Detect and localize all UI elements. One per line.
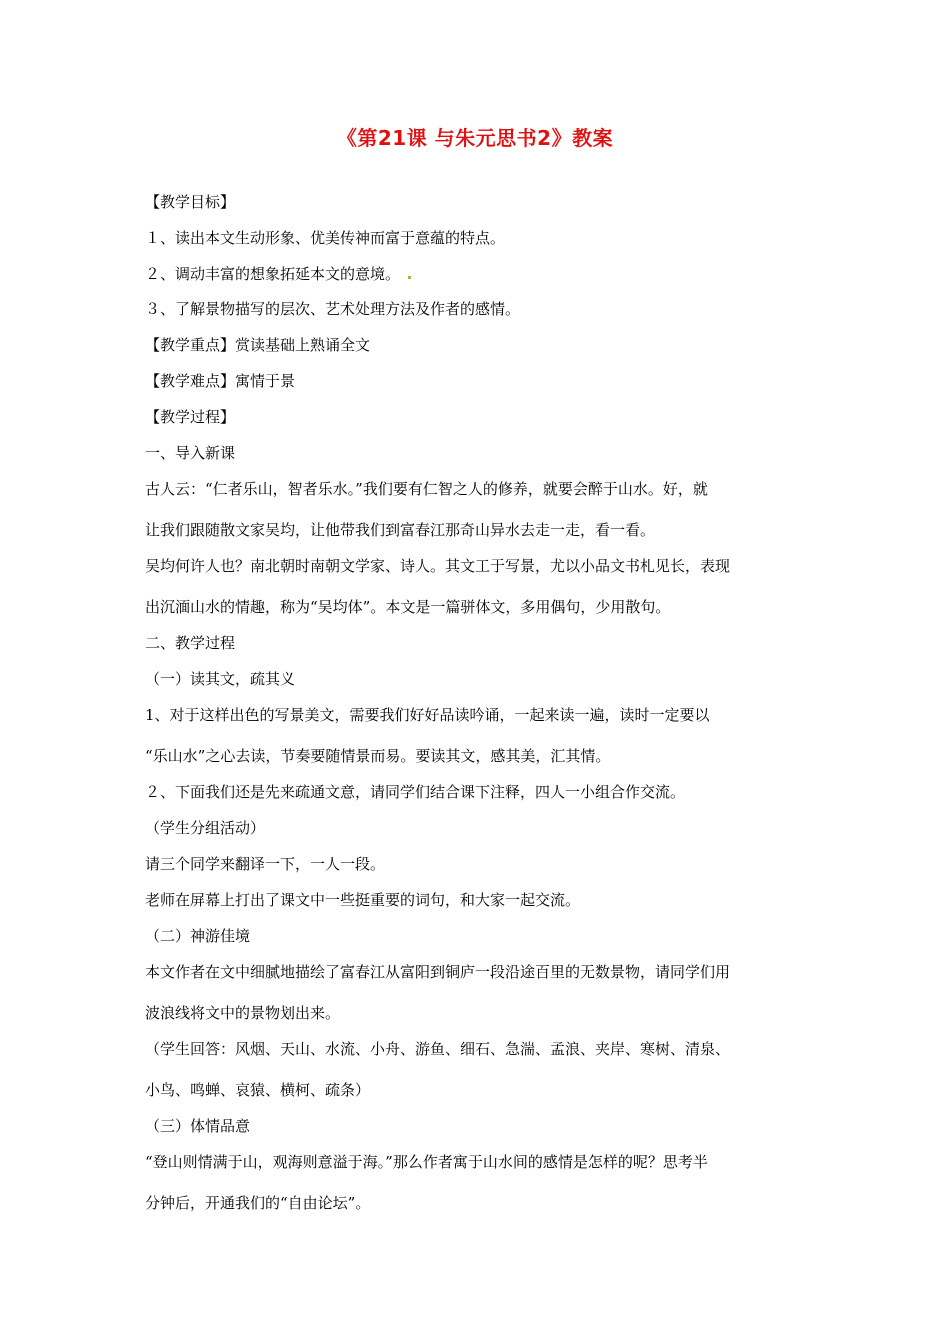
text-line: 小鸟、鸣蝉、哀猿、横柯、疏条） bbox=[145, 1081, 371, 1099]
text-line: 本文作者在文中细腻地描绘了富春江从富阳到铜庐一段沿途百里的无数景物，请同学们用 bbox=[145, 963, 731, 981]
text-line: 波浪线将文中的景物划出来。 bbox=[145, 1004, 341, 1022]
text-line: 古人云：“仁者乐山，智者乐水。”我们要有仁智之人的修养，就要会醉于山水。好，就 bbox=[145, 480, 708, 498]
section-heading-objectives: 【教学目标】 bbox=[145, 193, 236, 211]
text-line-content: ２、调动丰富的想象拓延本文的意境。 bbox=[145, 265, 401, 283]
text-line: “乐山水”之心去读，节奏要随情景而易。要读其文，感其美，汇其情。 bbox=[145, 747, 611, 765]
text-line: 老师在屏幕上打出了课文中一些挺重要的词句，和大家一起交流。 bbox=[145, 891, 581, 909]
mark-dot bbox=[408, 276, 411, 279]
text-line: 出沉湎山水的情趣，称为“吴均体”。本文是一篇骈体文，多用偶句，少用散句。 bbox=[145, 598, 671, 616]
section-heading-key-points: 【教学重点】赏读基础上熟诵全文 bbox=[145, 336, 371, 354]
page-title: 《第21课 与朱元思书2》教案 bbox=[336, 126, 614, 150]
text-line: 1、对于这样出色的写景美文，需要我们好好品读吟诵，一起来读一遍，读时一定要以 bbox=[145, 706, 710, 724]
subsection-heading: （三）体情品意 bbox=[145, 1117, 251, 1135]
text-line: 让我们跟随散文家吴均，让他带我们到富春江那奇山异水去走一走，看一看。 bbox=[145, 521, 656, 539]
text-line: ３、了解景物描写的层次、艺术处理方法及作者的感情。 bbox=[145, 300, 521, 318]
subsection-heading: （一）读其文，疏其义 bbox=[145, 670, 296, 688]
subsection-heading: （二）神游佳境 bbox=[145, 927, 251, 945]
text-line: （学生回答：风烟、天山、水流、小舟、游鱼、细石、急湍、孟浪、夹岸、寒树、清泉、 bbox=[145, 1040, 731, 1058]
section-heading-difficulties: 【教学难点】寓情于景 bbox=[145, 372, 296, 390]
subsection-heading: 二、教学过程 bbox=[145, 634, 236, 652]
section-heading-process: 【教学过程】 bbox=[145, 408, 236, 426]
text-line: 分钟后，开通我们的“自由论坛”。 bbox=[145, 1194, 371, 1212]
text-line: 吴均何许人也？南北朝时南朝文学家、诗人。其文工于写景，尤以小品文书札见长，表现 bbox=[145, 557, 731, 575]
text-line: （学生分组活动） bbox=[145, 819, 266, 837]
text-line: 请三个同学来翻译一下，一人一段。 bbox=[145, 855, 386, 873]
text-line: １、读出本文生动形象、优美传神而富于意蕴的特点。 bbox=[145, 229, 506, 247]
subsection-heading: 一、导入新课 bbox=[145, 444, 236, 462]
text-line: ２、下面我们还是先来疏通文意，请同学们结合课下注释，四人一小组合作交流。 bbox=[145, 783, 686, 801]
text-line bbox=[145, 264, 413, 284]
text-line: “登山则情满于山，观海则意溢于海。”那么作者寓于山水间的感情是怎样的呢？思考半 bbox=[145, 1153, 708, 1171]
